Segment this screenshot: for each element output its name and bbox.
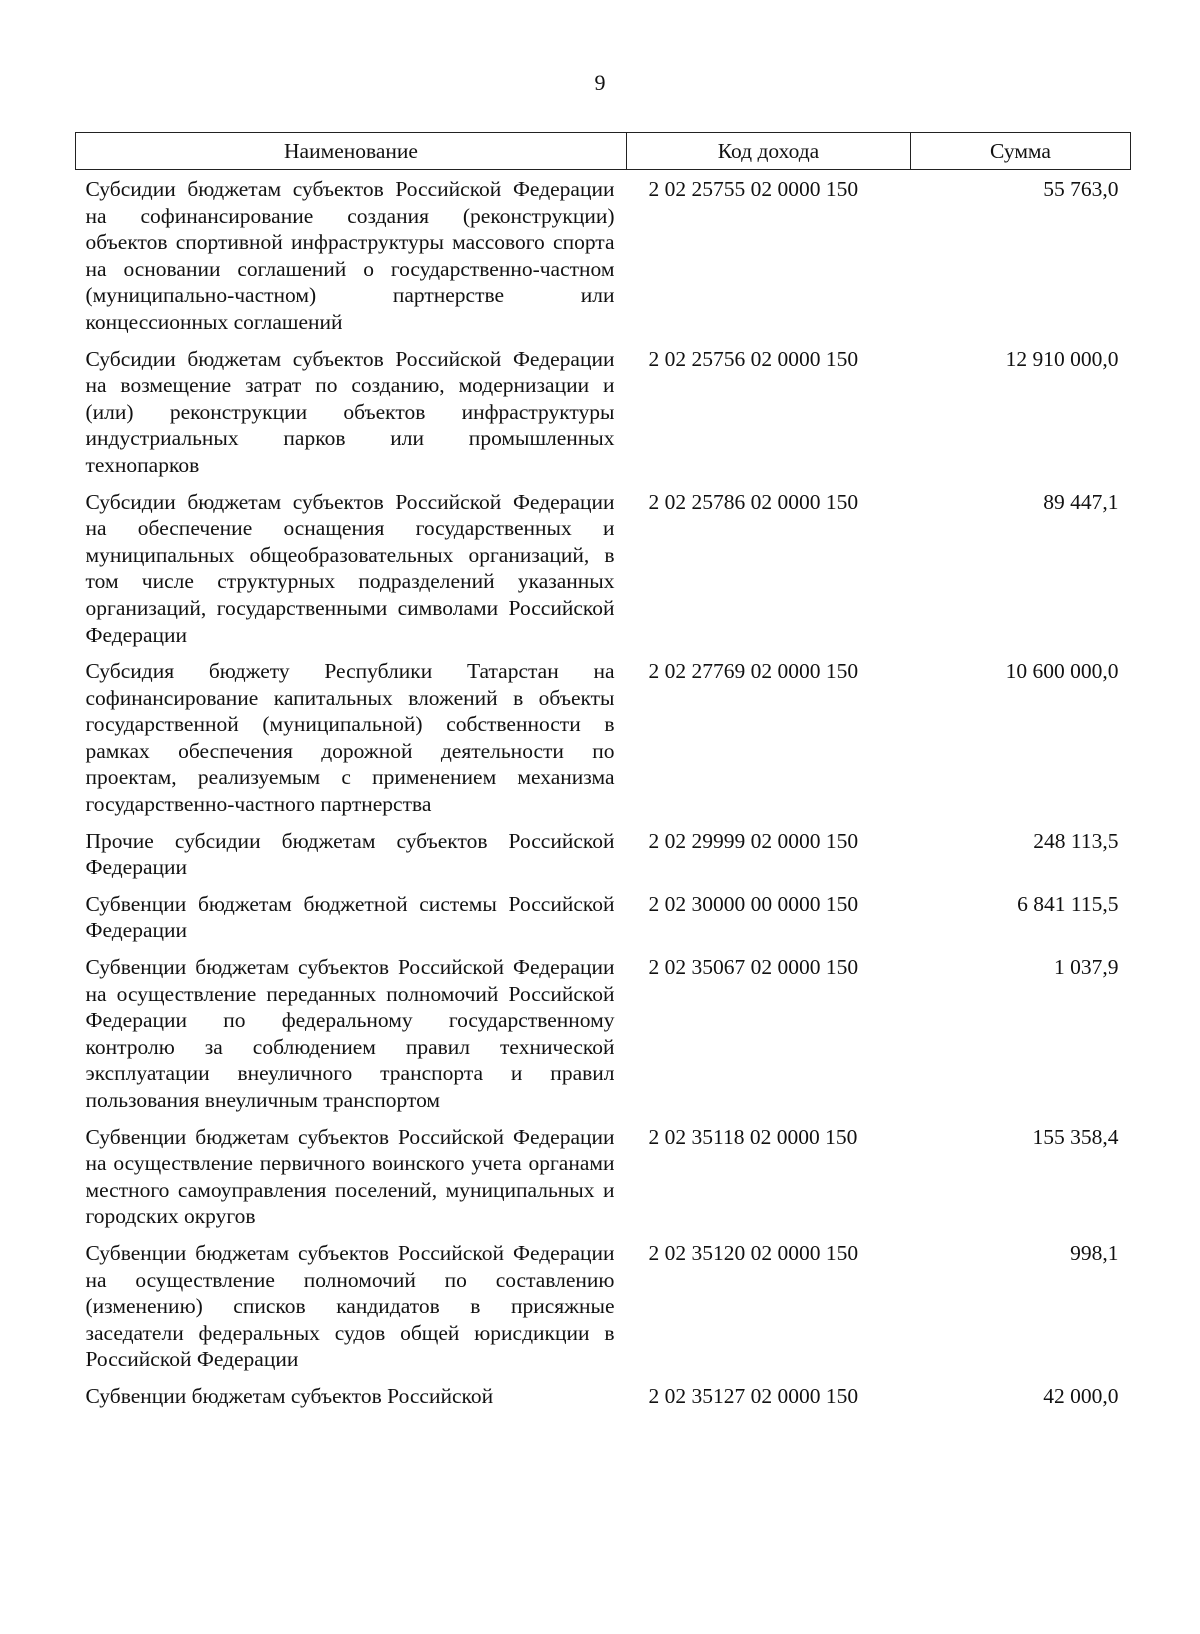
table-row bbox=[76, 822, 1131, 885]
row-sum: 42 000,0 bbox=[1043, 1383, 1119, 1408]
row-name: Субсидии бюджетам субъектов Российской Федерации на обеспечение оснащения государственных и муниципальных общеобразовательных организаций, в том числе структурных подразделений указанных организаций, государственными символами Российской Федерации bbox=[85, 489, 615, 647]
table-row bbox=[76, 948, 1131, 1118]
table-row bbox=[76, 1234, 1131, 1377]
row-code: 2 02 35118 02 0000 150 bbox=[648, 1124, 858, 1149]
row-name: Субвенции бюджетам субъектов Российской Федерации на осуществление первичного воинского учета органами местного самоуправления поселений, муниципальных и городских округов bbox=[85, 1124, 615, 1229]
header-row bbox=[76, 133, 1131, 170]
row-sum: 998,1 bbox=[1070, 1240, 1119, 1265]
row-code: 2 02 25755 02 0000 150 bbox=[648, 177, 859, 201]
row-name: Субвенции бюджетам субъектов Российской Федерации на осуществление переданных полномочий Российской Федерации по федеральному государственному контролю за соблюдением правил технической эксплуатации внеуличного транспорта и правил пользования внеуличным транспортом bbox=[85, 955, 615, 1112]
header-code: Код дохода bbox=[627, 133, 911, 170]
row-sum: 248 113,5 bbox=[1033, 828, 1119, 853]
row-sum: 55 763,0 bbox=[1043, 177, 1119, 201]
row-sum: 12 910 000,0 bbox=[1005, 346, 1119, 371]
page-number: 9 bbox=[594, 70, 606, 95]
row-name: Прочие субсидии бюджетам субъектов Российской Федерации bbox=[85, 828, 615, 880]
row-sum: 1 037,9 bbox=[1054, 955, 1119, 980]
table-header bbox=[76, 133, 1131, 170]
table-row bbox=[76, 1118, 1131, 1234]
table-row bbox=[76, 1377, 1131, 1414]
row-name: Субсидия бюджету Республики Татарстан на софинансирование капитальных вложений в объекты государственной (муниципальной) собственности в рамках обеспечения дорожной деятельности по проектам, реализуемым с применением механизма государственно-частного партнерства bbox=[85, 659, 615, 817]
table-row bbox=[76, 885, 1131, 948]
table-row bbox=[76, 652, 1131, 822]
revenue-table bbox=[75, 132, 1131, 1414]
row-sum: 10 600 000,0 bbox=[1005, 659, 1119, 684]
row-name: Субсидии бюджетам субъектов Российской Федерации на возмещение затрат по созданию, модернизации и (или) реконструкции объектов инфраструктуры индустриальных парков или промышленных технопарков bbox=[85, 346, 615, 477]
row-sum: 89 447,1 bbox=[1043, 489, 1119, 514]
row-code: 2 02 25786 02 0000 150 bbox=[648, 489, 859, 514]
row-name: Субвенции бюджетам субъектов Российской bbox=[85, 1383, 494, 1408]
row-code: 2 02 29999 02 0000 150 bbox=[648, 828, 859, 853]
row-sum: 155 358,4 bbox=[1032, 1124, 1119, 1149]
table-row bbox=[76, 483, 1131, 653]
header-name: Наименование bbox=[76, 133, 627, 170]
row-name: Субвенции бюджетам бюджетной системы Российской Федерации bbox=[85, 891, 615, 943]
row-code: 2 02 25756 02 0000 150 bbox=[648, 346, 859, 371]
row-code: 2 02 30000 00 0000 150 bbox=[648, 891, 859, 916]
row-code: 2 02 27769 02 0000 150 bbox=[648, 659, 859, 684]
row-name: Субвенции бюджетам субъектов Российской Федерации на осуществление полномочий по составлению (изменению) списков кандидатов в присяжные заседатели федеральных судов общей юрисдикции в Российской Федерации bbox=[85, 1240, 615, 1372]
table-row bbox=[76, 340, 1131, 483]
row-code: 2 02 35120 02 0000 150 bbox=[648, 1240, 859, 1265]
row-sum: 6 841 115,5 bbox=[1017, 891, 1119, 916]
row-code: 2 02 35127 02 0000 150 bbox=[648, 1383, 859, 1408]
row-code: 2 02 35067 02 0000 150 bbox=[648, 955, 859, 980]
header-sum: Сумма bbox=[911, 133, 1131, 170]
row-name: Субсидии бюджетам субъектов Российской Федерации на софинансирование создания (реконструкции) объектов спортивной инфраструктуры массового спорта на основании соглашений о государственно-частном (муниципально-частном) партнерстве или концессионных соглашений bbox=[85, 177, 615, 334]
table-body bbox=[76, 170, 1131, 1414]
table-row bbox=[76, 170, 1131, 340]
